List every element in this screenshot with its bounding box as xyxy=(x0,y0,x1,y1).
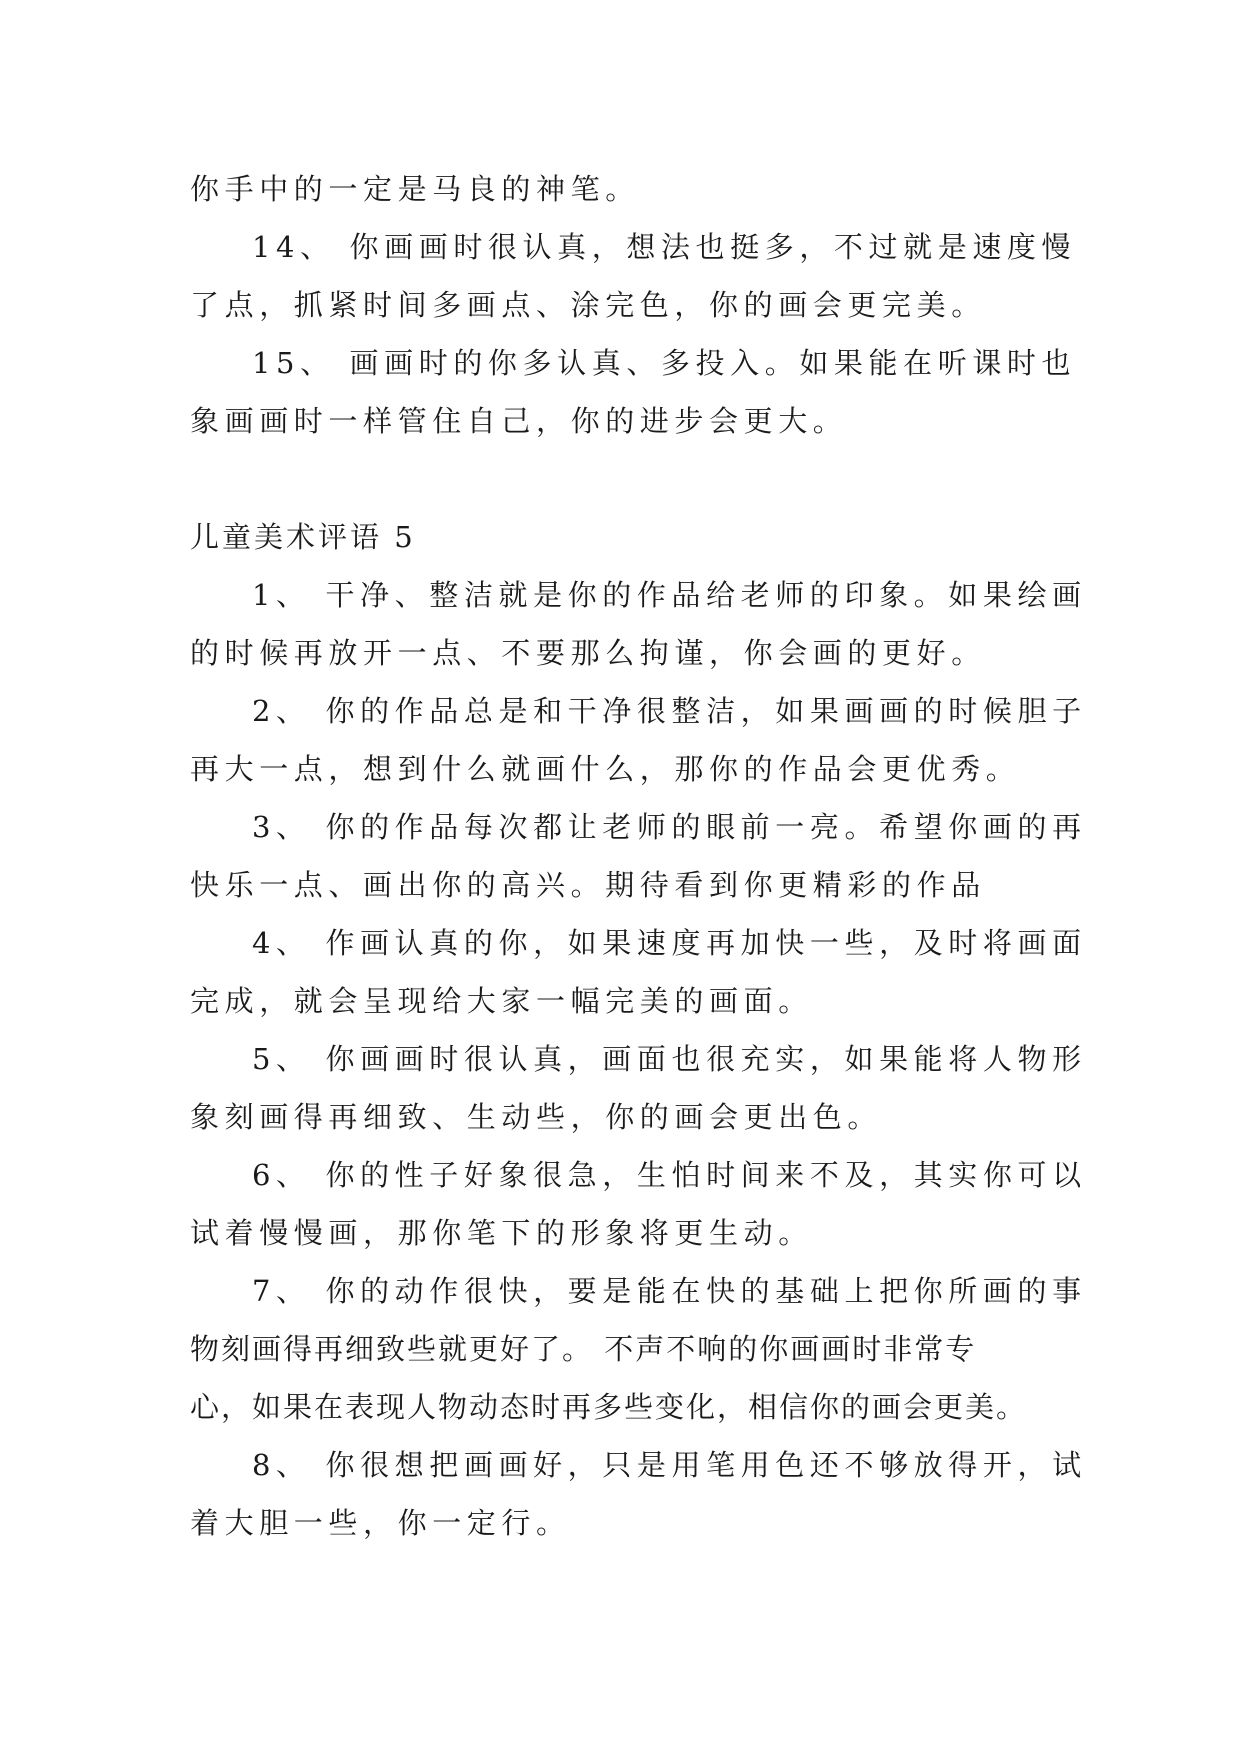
list-item-8: 8、 你很想把画画好，只是用笔用色还不够放得开，试 xyxy=(252,1448,1087,1482)
list-item-1: 1、 干净、整洁就是你的作品给老师的印象。如果绘画 xyxy=(252,578,1087,612)
text-line: 再大一点，想到什么就画什么，那你的作品会更优秀。 xyxy=(190,752,1021,786)
list-item-4: 4、 作画认真的你，如果速度再加快一些，及时将画面 xyxy=(252,926,1087,960)
text-line: 试着慢慢画，那你笔下的形象将更生动。 xyxy=(190,1216,813,1250)
text-line: 了点，抓紧时间多画点、涂完色，你的画会更完美。 xyxy=(190,288,986,322)
section-heading: 儿童美术评语 5 xyxy=(190,520,416,554)
section-gap xyxy=(190,450,1055,508)
list-item-3: 3、 你的作品每次都让老师的眼前一亮。希望你画的再 xyxy=(252,810,1087,844)
list-item-6: 6、 你的性子好象很急，生怕时间来不及，其实你可以 xyxy=(252,1158,1087,1192)
text-line: 心，如果在表现人物动态时再多些变化，相信你的画会更美。 xyxy=(190,1390,1028,1424)
document-page xyxy=(190,160,1087,1552)
text-line: 完成，就会呈现给大家一幅完美的画面。 xyxy=(190,984,813,1018)
list-item-15: 15、 画画时的你多认真、多投入。如果能在听课时也 xyxy=(252,346,1077,380)
list-item-5: 5、 你画画时很认真，画面也很充实，如果能将人物形 xyxy=(252,1042,1087,1076)
text-line: 物刻画得再细致些就更好了。 不声不响的你画画时非常专 xyxy=(190,1332,977,1366)
text-line: 象画画时一样管住自己，你的进步会更大。 xyxy=(190,404,848,438)
text-line: 你手中的一定是马良的神笔。 xyxy=(190,172,640,206)
text-line: 着大胆一些，你一定行。 xyxy=(190,1506,571,1540)
text-line: 快乐一点、画出你的高兴。期待看到你更精彩的作品 xyxy=(190,868,986,902)
text-line: 的时候再放开一点、不要那么拘谨，你会画的更好。 xyxy=(190,636,986,670)
list-item-2: 2、 你的作品总是和干净很整洁，如果画画的时候胆子 xyxy=(252,694,1087,728)
list-item-14: 14、 你画画时很认真，想法也挺多，不过就是速度慢 xyxy=(252,230,1077,264)
text-line: 象刻画得再细致、生动些，你的画会更出色。 xyxy=(190,1100,883,1134)
list-item-7: 7、 你的动作很快，要是能在快的基础上把你所画的事 xyxy=(252,1274,1087,1308)
